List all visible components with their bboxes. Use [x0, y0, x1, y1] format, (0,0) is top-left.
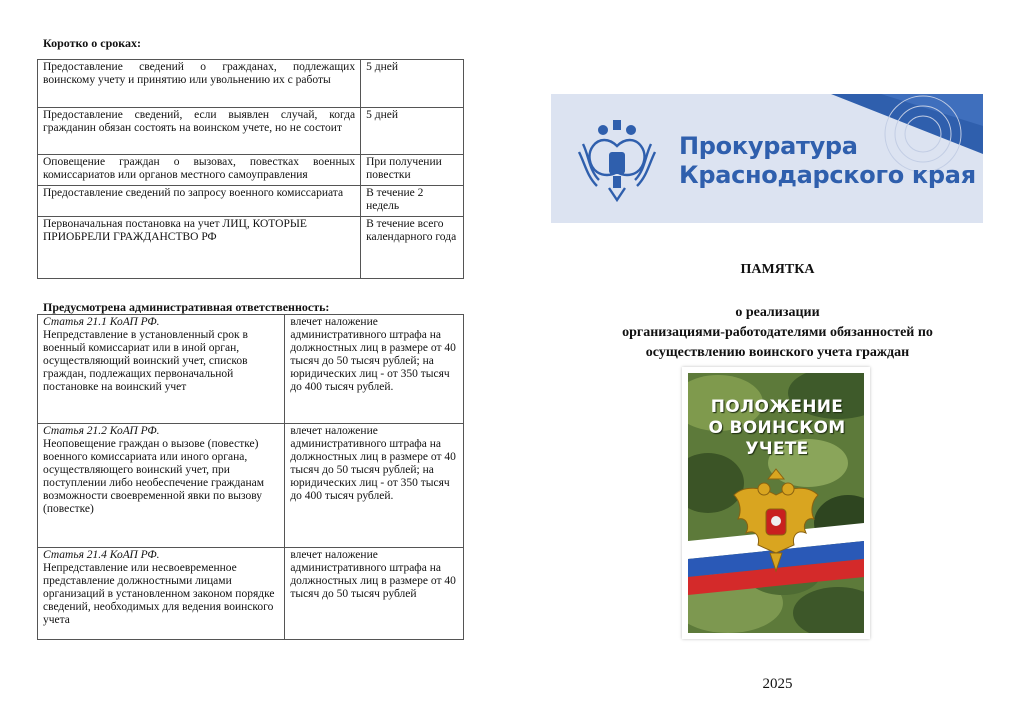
year: 2025: [762, 676, 793, 692]
banner-title-line1: Прокуратура: [679, 132, 858, 160]
memo-title: ПАМЯТКА: [740, 262, 815, 277]
article-description: Непредставление в установленный срок в военный комиссариат или в иной орган, осуществляющий воинский учет, списков граждан, подлежащих первоначальной постановке на воинский учет: [43, 329, 248, 393]
term-duration: В течение всего календарного года: [361, 217, 464, 279]
table-row: [38, 108, 464, 155]
banner-title-line2: Краснодарского края: [679, 161, 976, 189]
table-row: [38, 60, 464, 108]
book-title-line: ПОЛОЖЕНИЕ: [710, 397, 844, 417]
table-row: [38, 548, 464, 640]
table-row: [38, 155, 464, 186]
book-title-line: О ВОИНСКОМ: [708, 418, 846, 438]
memo-subtitle-line: осуществлению воинского учета граждан: [645, 345, 910, 360]
memo-subtitle: [540, 303, 1015, 363]
table-row: [38, 217, 464, 279]
prosecutor-banner: [551, 94, 983, 223]
liability-heading: Предусмотрена административная ответственность:: [43, 300, 330, 314]
term-description: Предоставление сведений, если выявлен случай, когда гражданин обязан состоять на воинском учете, но не состоит: [38, 108, 361, 155]
coat-of-arms-icon: [730, 467, 822, 575]
terms-heading: Коротко о сроках:: [43, 36, 141, 50]
term-duration: При получении повестки: [361, 155, 464, 186]
book-cover: [682, 367, 870, 639]
double-headed-eagle-icon: [573, 116, 661, 204]
liability-article: [38, 315, 285, 424]
term-description: Предоставление сведений о гражданах, подлежащих воинскому учету и принятию или увольнению их с работы: [38, 60, 361, 108]
article-penalty: влечет наложение административного штрафа на должностных лиц в размере от 40 тысяч до 50 тысяч рублей; на юридических лиц - от 350 тысяч до 400 тысяч рублей.: [285, 315, 464, 424]
article-description: Неоповещение граждан о вызове (повестке) военного комиссариата или иного органа, осуществляющего воинский учет, при поступлении либо необеспечение гражданам возможности своевременной явки по вызову (повестке): [43, 438, 264, 515]
article-title: Статья 21.2 КоАП РФ.: [43, 425, 160, 437]
article-title: Статья 21.1 КоАП РФ.: [43, 316, 160, 328]
term-duration: 5 дней: [361, 108, 464, 155]
term-description: Первоначальная постановка на учет ЛИЦ, КОТОРЫЕ ПРИОБРЕЛИ ГРАЖДАНСТВО РФ: [38, 217, 361, 279]
liability-article: [38, 548, 285, 640]
term-description: Оповещение граждан о вызовах, повестках военных комиссариатов или органов местного самоуправления: [38, 155, 361, 186]
article-description: Непредставление или несвоевременное представление должностными лицами организаций в установленном законом порядке сведений, необходимых для ведения воинского учета: [43, 562, 275, 626]
table-row: [38, 315, 464, 424]
table-row: [38, 424, 464, 548]
liability-table: [37, 314, 464, 640]
term-duration: В течение 2 недель: [361, 186, 464, 217]
memo-subtitle-line: организациями-работодателями обязанностей по: [622, 325, 933, 340]
article-title: Статья 21.4 КоАП РФ.: [43, 549, 160, 561]
terms-table: [37, 59, 464, 279]
term-duration: 5 дней: [361, 60, 464, 108]
memo-subtitle-line: о реализации: [735, 305, 820, 320]
article-penalty: влечет наложение административного штрафа на должностных лиц в размере от 40 тысяч до 50 тысяч рублей: [285, 548, 464, 640]
book-title: [698, 397, 856, 460]
table-row: [38, 186, 464, 217]
banner-title: [679, 132, 976, 190]
article-penalty: влечет наложение административного штрафа на должностных лиц в размере от 40 тысяч до 50 тысяч рублей; на юридических лиц - от 350 тысяч до 400 тысяч рублей.: [285, 424, 464, 548]
liability-article: [38, 424, 285, 548]
term-description: Предоставление сведений по запросу военного комиссариата: [38, 186, 361, 217]
book-title-line: УЧЕТЕ: [745, 439, 809, 459]
